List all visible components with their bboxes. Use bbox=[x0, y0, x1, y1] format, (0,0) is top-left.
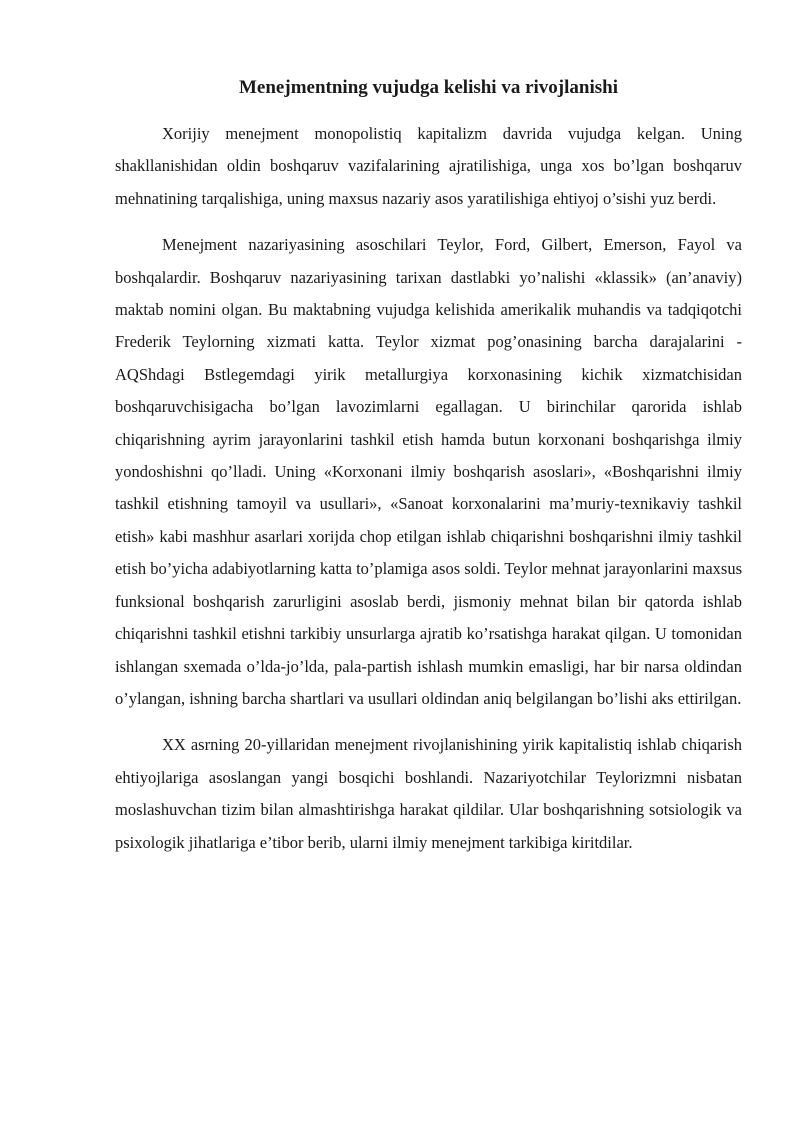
paragraph-1: Xorijiy menejment monopolistiq kapitalizm davrida vujudga kelgan. Uning shakllanishidan oldin boshqaruv vazifalarining ajratilishiga, unga xos bo’lgan boshqaruv mehnatining tarqalishiga, uning maxsus nazariy asos yaratilishiga ehtiyoj o’sishi yuz berdi. bbox=[115, 124, 742, 208]
paragraph-2: Menejment nazariyasining asoschilari Teylor, Ford, Gilbert, Emerson, Fayol va boshqalardir. Boshqaruv nazariyasining tarixan dastlabki yo’nalishi «klassik» (an’anaviy) maktab nomini olgan. Bu maktabning vujudga kelishida amerikalik muhandis va tadqiqotchi Frederik Teylorning xizmati katta. Teylor xizmat pog’onasining barcha darajalarini - AQShdagi Bstlegemdagi yirik metallurgiya korxonasining kichik xizmatchisidan boshqaruvchisigacha bo’lgan lavozimlarni egallagan. U birinchilar qarorida ishlab chiqarishning ayrim jarayonlarini tashkil etish hamda butun korxonani boshqarishga ilmiy yondoshishni qo’lladi. Uning «Korxonani ilmiy boshqarish asoslari», «Boshqarishni ilmiy tashkil etishning tamoyil va usullari», «Sanoat korxonalarini ma’muriy-texnikaviy tashkil etish» kabi mashhur asarlari xorijda chop etilgan ishlab chiqarishni boshqarishni ilmiy tashkil etish bo’yicha adabiyotlarning katta to’plamiga asos soldi. Teylor mehnat jarayonlarini maxsus funksional boshqarish zarurligini asoslab berdi, jismoniy mehnat bilan bir qatorda ishlab chiqarishni tashkil etishni tarkibiy unsurlarga ajratib ko’rsatishga harakat qilgan. U tomonidan ishlangan sxemada o’lda-jo’lda, pala-partish ishlash mumkin emasligi, har bir narsa oldindan o’ylangan, ishning barcha shartlari va usullari oldindan aniq belgilangan bo’lishi aks ettirilgan. bbox=[115, 235, 742, 708]
paragraph-3: XX asrning 20-yillaridan menejment rivojlanishining yirik kapitalistiq ishlab chiqarish ehtiyojlariga asoslangan yangi bosqichi boshlandi. Nazariyotchilar Teylorizmni nisbatan moslashuvchan tizim bilan almashtirishga harakat qildilar. Ular boshqarishning sotsiologik va psixologik jihatlariga e’tibor berib, ularni ilmiy menejment tarkibiga kiritdilar. bbox=[115, 735, 742, 852]
document-title: Menejmentning vujudga kelishi va rivojlanishi bbox=[239, 77, 618, 98]
